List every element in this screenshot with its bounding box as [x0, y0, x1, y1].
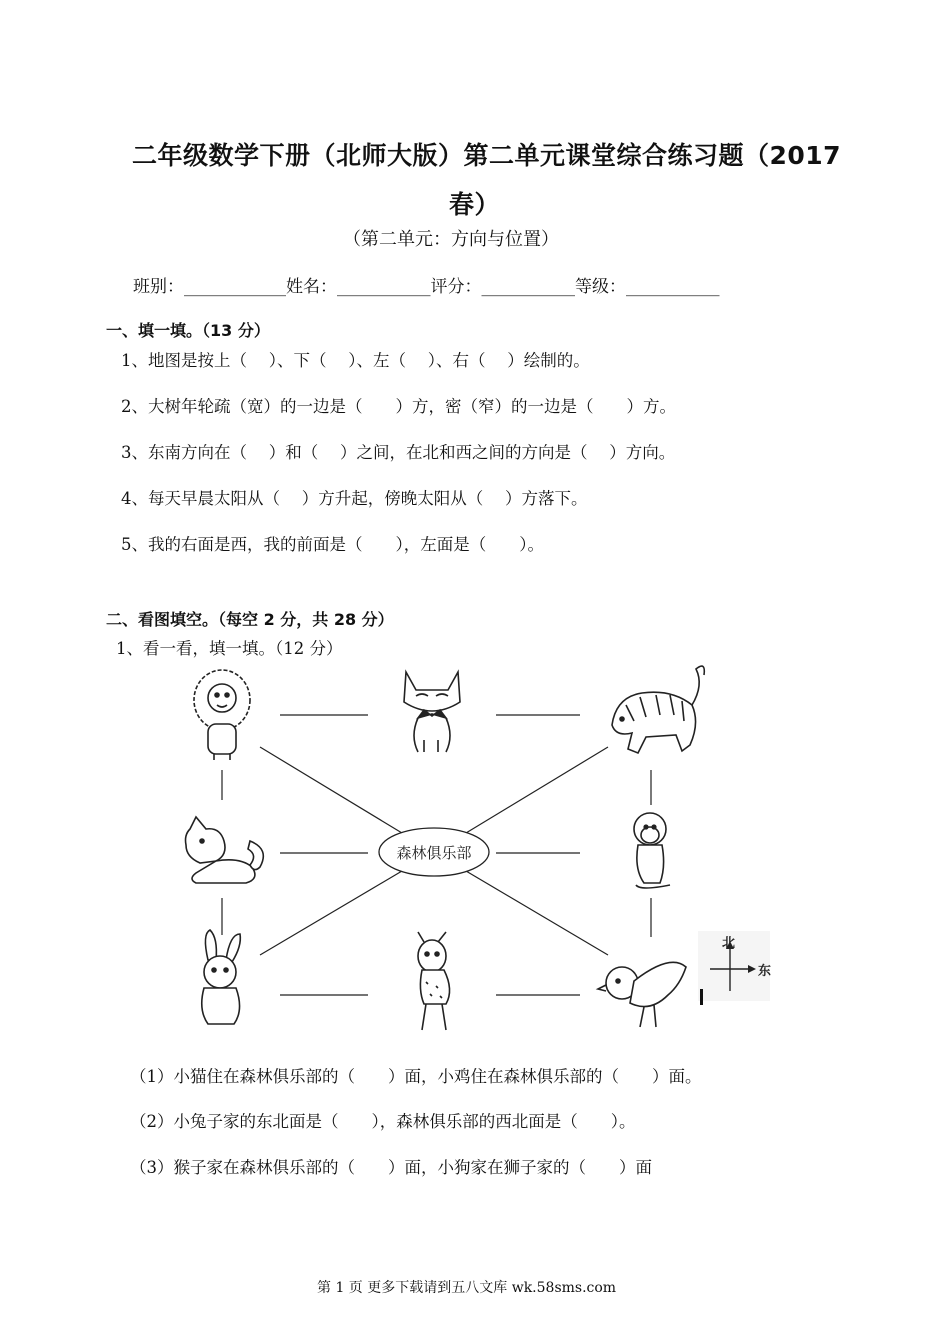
section2-subheading: 1、看一看，填一填。（12 分）	[116, 639, 343, 658]
compass-east-label: 东	[758, 964, 772, 979]
section1-question-2: 2、大树年轮疏（宽）的一边是（ ）方，密（窄）的一边是（ ）方。	[121, 397, 676, 416]
page-subtitle: （第二单元：方向与位置）	[343, 229, 559, 250]
page-title-line2: 春）	[449, 190, 501, 219]
page-footer: 第 1 页 更多下载请到五八文库 wk.58sms.com	[317, 1280, 617, 1296]
dog-icon	[186, 817, 264, 883]
section1-question-1: 1、地图是按上（ ）、下（ ）、左（ ）、右（ ）绘制的。	[121, 351, 590, 370]
section1-heading: 一、填一填。（13 分）	[106, 321, 270, 340]
student-info-line: 班别：____________姓名：___________评分：___________等级：___________	[133, 277, 720, 297]
monkey-icon	[634, 813, 670, 888]
compass-north-label: 北	[722, 936, 736, 951]
section2-question-3: （3）猴子家在森林俱乐部的（ ）面，小狗家在狮子家的（ ）面	[130, 1158, 652, 1177]
section1-question-4: 4、每天早晨太阳从（ ）方升起，傍晚太阳从（ ）方落下。	[121, 489, 588, 508]
section1-question-3: 3、东南方向在（ ）和（ ）之间，在北和西之间的方向是（ ）方向。	[121, 443, 676, 462]
section1-question-5: 5、我的右面是西，我的前面是（ ），左面是（ ）。	[121, 535, 544, 554]
page-title-line1: 二年级数学下册（北师大版）第二单元课堂综合练习题（2017	[132, 141, 842, 170]
section2-heading: 二、看图填空。（每空 2 分，共 28 分）	[106, 610, 394, 629]
forest-club-label: 森林俱乐部	[396, 844, 472, 862]
tiger-icon	[612, 666, 704, 753]
forest-club-map	[170, 655, 790, 1055]
cat-icon	[404, 672, 460, 752]
section2-question-1: （1）小猫住在森林俱乐部的（ ）面，小鸡住在森林俱乐部的（ ）面。	[130, 1067, 702, 1086]
section2-question-2: （2）小兔子家的东北面是（ ），森林俱乐部的西北面是（ ）。	[130, 1112, 636, 1131]
deer-icon	[418, 932, 450, 1030]
chick-icon	[598, 962, 686, 1027]
rabbit-icon	[202, 930, 241, 1024]
lion-icon	[194, 670, 250, 760]
compass-icon	[698, 931, 771, 1005]
